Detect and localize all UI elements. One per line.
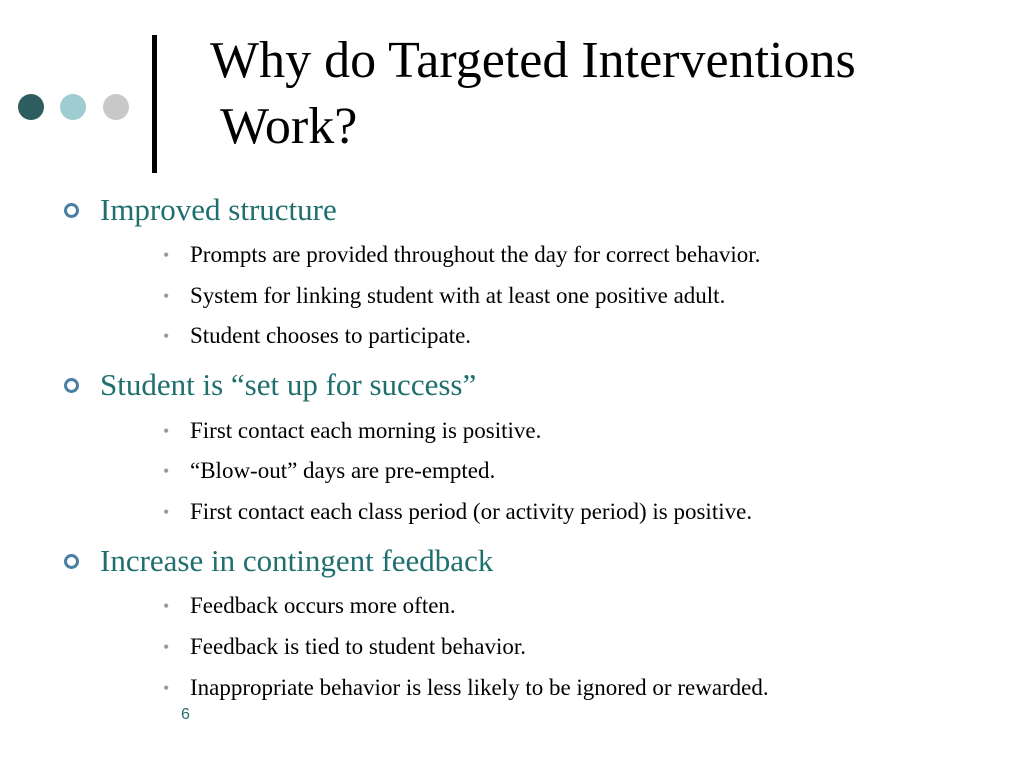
section-heading-text: Improved structure [100,192,337,227]
bullet-dot-icon: • [163,502,170,522]
list-item-text: “Blow-out” days are pre-empted. [190,458,496,483]
bullet-dot-icon: • [163,637,170,657]
list-item-text: Feedback occurs more often. [190,593,456,618]
slide-title-line1: Why do Targeted Interventions [210,32,856,89]
bullet-dot-icon: • [163,678,170,698]
bullet-dot-icon: • [163,421,170,441]
page-number: 6 [181,706,190,723]
list-item-text: First contact each class period (or activity period) is positive. [190,499,753,524]
bullet-dot-icon: • [163,245,170,265]
section-heading-text: Increase in contingent feedback [100,543,494,578]
ring-bullet-icon [64,378,79,393]
list-item-text: Feedback is tied to student behavior. [190,634,526,659]
list-item-text: First contact each morning is positive. [190,418,542,443]
list-item-text: System for linking student with at least one positive adult. [190,283,726,308]
bullet-dot-icon: • [163,286,170,306]
list-item-text: Prompts are provided throughout the day for correct behavior. [190,242,761,267]
bullet-dot-icon: • [163,596,170,616]
list-item-text: Student chooses to participate. [190,323,472,348]
slide-title-line2: Work? [220,98,358,155]
ring-bullet-icon [64,203,79,218]
bullet-dot-icon: • [163,461,170,481]
section-heading-text: Student is “set up for success” [100,367,477,402]
ring-bullet-icon [64,554,79,569]
list-item-text: Inappropriate behavior is less likely to be ignored or rewarded. [190,675,769,700]
bullet-dot-icon: • [163,326,170,346]
